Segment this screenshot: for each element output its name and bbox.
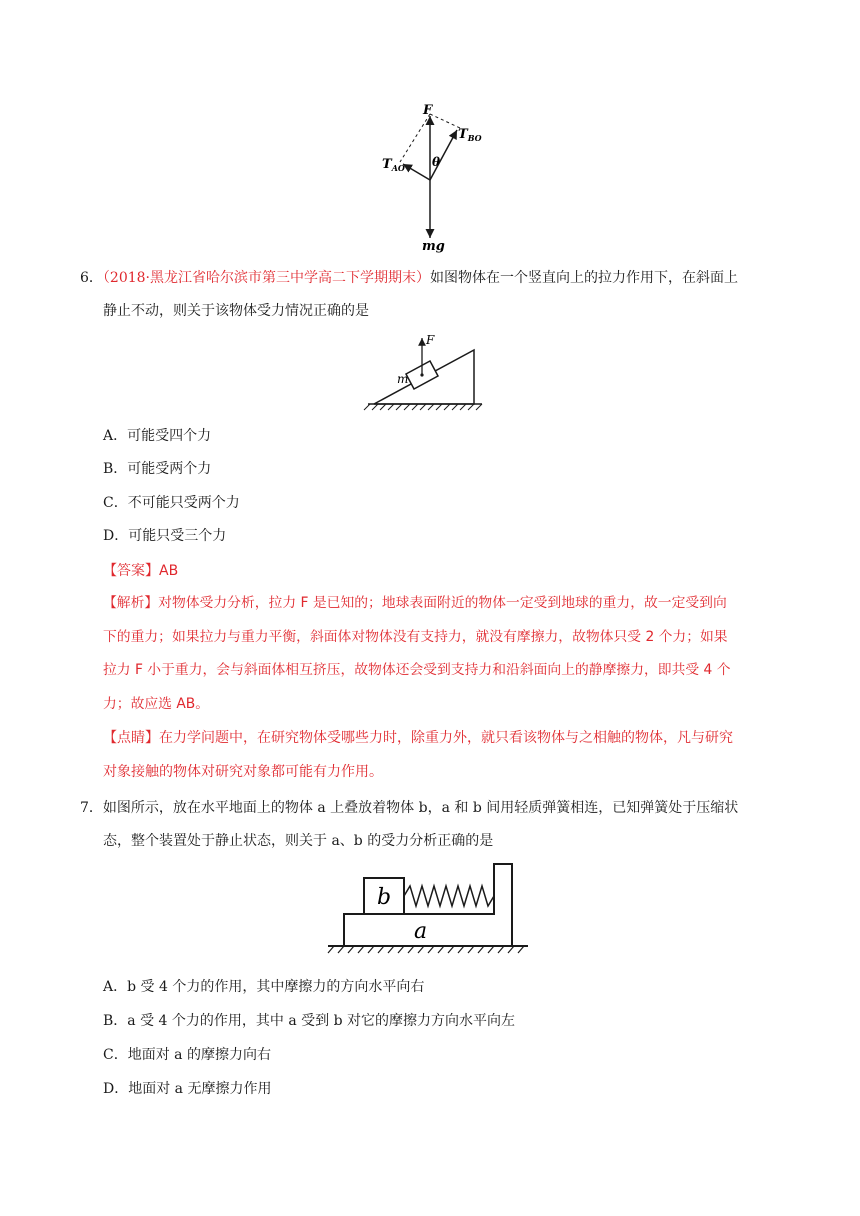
question-text: 静止不动，则关于该物体受力情况正确的是 <box>103 303 369 319</box>
label-a: a <box>414 919 428 944</box>
q6-tip-line2: 对象接触的物体对研究对象都可能有力作用。 <box>103 764 383 780</box>
q6-answer: 【答案】AB <box>103 563 179 579</box>
q6-analysis-line1: 【解析】对物体受力分析，拉力 F 是已知的；地球表面附近的物体一定受到地球的重力，故一定受到向 <box>103 595 727 611</box>
q6-option-a: A．可能受四个力 <box>103 428 212 444</box>
q6-stem-line1 <box>80 268 738 288</box>
force-TAO-arrow <box>403 164 430 180</box>
incline-diagram <box>360 330 490 410</box>
q6-option-d: D．可能只受三个力 <box>103 528 227 544</box>
dashed-line <box>430 114 460 128</box>
label-F: F <box>423 103 433 118</box>
blocks-spring-diagram <box>322 858 542 958</box>
label-m: m <box>397 372 409 386</box>
dashed-line <box>400 114 430 162</box>
q7-option-b: B．a 受 4 个力的作用，其中 a 受到 b 对它的摩擦力方向水平向左 <box>103 1013 516 1029</box>
ground-hatching <box>328 946 524 953</box>
q6-analysis-line4: 力；故应选 AB。 <box>103 696 210 712</box>
force-diagram <box>360 100 560 260</box>
q6-stem-line2 <box>103 301 369 321</box>
label-F: F <box>426 333 435 347</box>
label-b: b <box>377 885 392 910</box>
question-text: 如图物体在一个竖直向上的拉力作用下，在斜面上 <box>430 270 738 286</box>
label-TBO: $T_{BO}$ <box>458 127 482 143</box>
question-number: 6． <box>80 270 103 286</box>
label-theta: θ <box>432 155 441 169</box>
q7-stem-line1 <box>80 798 738 818</box>
q7-stem-line2: 态，整个装置处于静止状态，则关于 a、b 的受力分析正确的是 <box>103 833 494 849</box>
q6-option-b: B．可能受两个力 <box>103 461 212 477</box>
label-mg: mg <box>422 239 445 254</box>
q6-analysis-line2: 下的重力；如果拉力与重力平衡，斜面体对物体没有支持力，就没有摩擦力，故物体只受 2 个力；如果 <box>103 629 728 645</box>
spring <box>404 886 494 906</box>
ground-hatching <box>364 404 482 410</box>
question-source: （2018·黑龙江省哈尔滨市第三中学高二下学期期末） <box>102 270 430 286</box>
question-text: 如图所示，放在水平地面上的物体 a 上叠放着物体 b，a 和 b 间用轻质弹簧相连，已知弹簧处于压缩状 <box>102 800 739 816</box>
label-TAO: $T_{AO}$ <box>382 157 405 173</box>
q7-option-d: D．地面对 a 无摩擦力作用 <box>103 1081 272 1097</box>
q6-tip-line1: 【点睛】在力学问题中，在研究物体受哪些力时，除重力外，就只看该物体与之相触的物体，凡与研究 <box>103 730 733 746</box>
q7-option-a: A．b 受 4 个力的作用，其中摩擦力的方向水平向右 <box>103 979 425 995</box>
q6-option-c: C．不可能只受两个力 <box>103 495 240 511</box>
center-dot <box>420 373 423 376</box>
question-number: 7． <box>80 800 103 816</box>
q6-analysis-line3: 拉力 F 小于重力，会与斜面体相互挤压，故物体还会受到支持力和沿斜面向上的静摩擦力，即共受 4 个 <box>103 662 731 678</box>
q7-option-c: C．地面对 a 的摩擦力向右 <box>103 1047 271 1063</box>
